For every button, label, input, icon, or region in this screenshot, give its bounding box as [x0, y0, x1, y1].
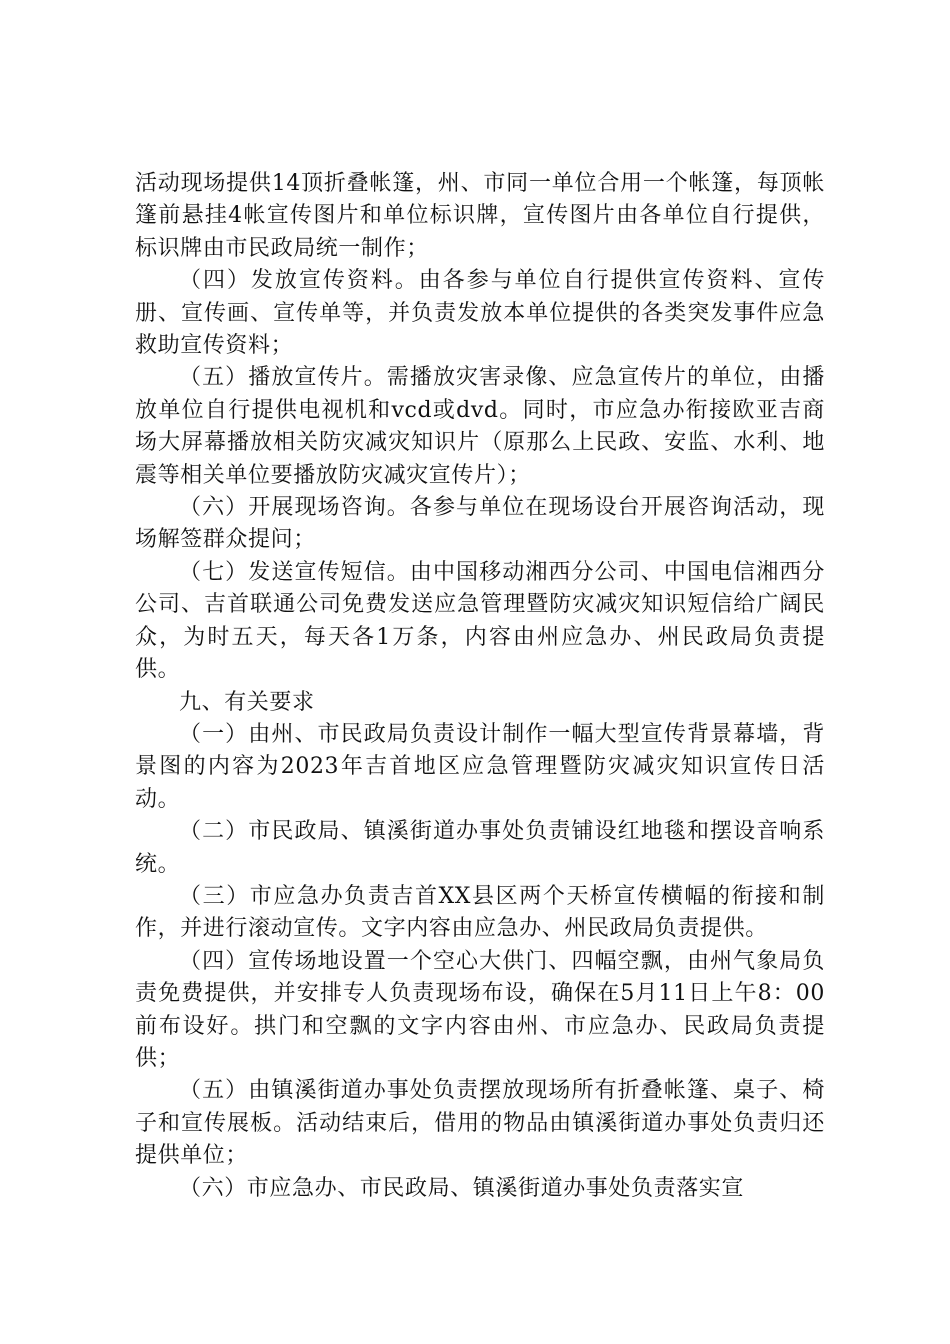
paragraph-send-sms: （七）发送宣传短信。由中国移动湘西分公司、中国电信湘西分公司、吉首联通公司免费发送应急管理暨防灾减灾知识短信给广阔民众，为时五天，每天各1万条，内容由州应急办、州民政局负责提供。 — [135, 559, 825, 683]
paragraph-tent-setup: 活动现场提供14顶折叠帐篷，州、市同一单位合用一个帐篷，每顶帐篷前悬挂4帐宣传图片和单位标识牌，宣传图片由各单位自行提供，标识牌由市民政局统一制作； — [135, 171, 825, 261]
paragraph-onsite-consulting: （六）开展现场咨询。各参与单位在现场设台开展咨询活动，现场解签群众提问； — [135, 495, 825, 553]
paragraph-furniture-setup: （五）由镇溪街道办事处负责摆放现场所有折叠帐篷、桌子、椅子和宣传展板。活动结束后，借用的物品由镇溪街道办事处负责归还提供单位； — [135, 1078, 825, 1169]
paragraph-red-carpet-audio: （二）市民政局、镇溪街道办事处负责铺设红地毯和摆设音响系统。 — [135, 819, 825, 877]
paragraph-banners: （三）市应急办负责吉首XX县区两个天桥宣传横幅的衔接和制作，并进行滚动宣传。文字内容由应急办、州民政局负责提供。 — [135, 883, 825, 942]
paragraph-play-videos: （五）播放宣传片。需播放灾害录像、应急宣传片的单位，由播放单位自行提供电视机和vcd或dvd。同时，市应急办衔接欧亚吉商场大屏幕播放相关防灾减灾知识片（原那么上民政、安监、水利、地震等相关单位要播放防灾减灾宣传片）； — [135, 365, 825, 488]
paragraph-distribute-materials: （四）发放宣传资料。由各参与单位自行提供宣传资料、宣传册、宣传画、宣传单等，并负责发放本单位提供的各类突发事件应急救助宣传资料； — [135, 268, 825, 359]
paragraph-implementation: （六）市应急办、市民政局、镇溪街道办事处负责落实宣 — [179, 1175, 745, 1201]
paragraph-backdrop-wall: （一）由州、市民政局负责设计制作一幅大型宣传背景幕墙，背景图的内容为2023年吉首地区应急管理暨防灾减灾知识宣传日活动。 — [135, 721, 825, 812]
section-heading-requirements: 九、有关要求 — [179, 689, 315, 715]
document-body — [135, 168, 825, 1205]
paragraph-arch-balloons: （四）宣传场地设置一个空心大供门、四幅空飘，由州气象局负责免费提供，并安排专人负责现场布设，确保在5月11日上午8：00前布设好。拱门和空飘的文字内容由州、市应急办、民政局负责提供； — [135, 948, 825, 1071]
